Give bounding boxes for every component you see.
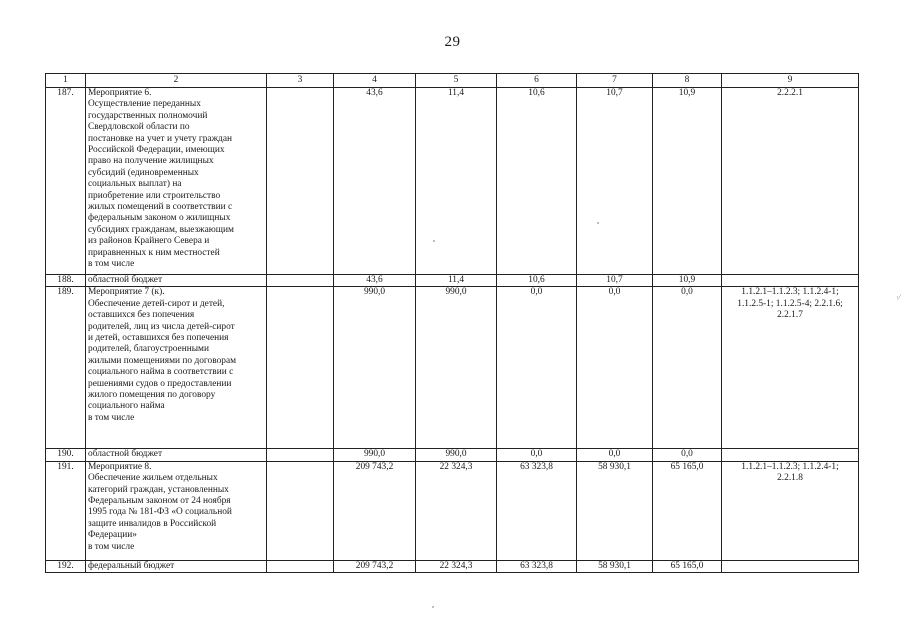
description-line: родителей, лиц из числа детей-сирот (88, 321, 235, 332)
description-line: защите инвалидов в Российской (88, 518, 217, 529)
cell-col6: 63 323,8 (497, 461, 577, 560)
description-line: и детей, оставшихся без попечения (88, 333, 229, 344)
description-line: право на получение жилищных (88, 156, 214, 167)
row-description (86, 461, 267, 560)
description-line: жилыми помещениями по договорам (88, 355, 237, 366)
cell-col4: 990,0 (334, 449, 416, 461)
header-row (46, 74, 859, 88)
cell-col4: 209 743,2 (334, 560, 416, 572)
description-line: жилого помещения по договору (88, 390, 216, 401)
description-line: 1995 года № 181-ФЗ «О социальной (88, 507, 232, 518)
description-line: социального найма (88, 401, 165, 412)
margin-mark: ·⁄ (896, 293, 900, 302)
row-target-refs (722, 287, 859, 449)
cell-col6: 63 323,8 (497, 560, 577, 572)
cell-col6: 0,0 (497, 449, 577, 461)
description-line: субсидиях гражданам, выезжающим (88, 224, 234, 235)
cell-col4: 209 743,2 (334, 461, 416, 560)
scan-speck (597, 222, 599, 224)
cell-col5: 22 324,3 (416, 461, 497, 560)
description-line: Мероприятие 6. (88, 88, 152, 98)
description-line: Российской Федерации, имеющих (88, 145, 225, 156)
row-description (86, 275, 267, 287)
cell-col3 (267, 287, 334, 449)
description-line: федеральным законом о жилищных (88, 213, 231, 224)
cell-col3 (267, 449, 334, 461)
description-line: жилых помещений в соответствии с (88, 202, 233, 213)
description-line: из районов Крайнего Севера и (88, 236, 210, 247)
description-line: областной бюджет (88, 449, 163, 460)
description-line: федеральный бюджет (88, 560, 175, 571)
row-description (86, 560, 267, 572)
cell-col7: 0,0 (577, 287, 653, 449)
row-target-refs (722, 449, 859, 461)
description-line: приравненных к ним местностей (88, 247, 220, 258)
cell-col8: 10,9 (653, 88, 722, 275)
table-row (46, 461, 859, 560)
table-row (46, 449, 859, 461)
col-header-7: 7 (577, 74, 653, 88)
row-target-refs (722, 461, 859, 560)
description-line: в том числе (88, 541, 135, 552)
page-number: 29 (444, 34, 461, 50)
row-number: 188. (46, 275, 86, 287)
description-line: Мероприятие 8. (88, 461, 152, 472)
description-line: в том числе (88, 412, 135, 423)
cell-col7: 58 930,1 (577, 560, 653, 572)
target-ref-line: 2.2.1.7 (777, 310, 803, 321)
description-line: социальных выплат) на (88, 179, 182, 190)
table-row (46, 560, 859, 572)
row-number: 192. (46, 560, 86, 572)
col-header-4: 4 (334, 74, 416, 88)
description-line: субсидий (единовременных (88, 167, 199, 178)
description-line: Свердловской области по (88, 122, 190, 133)
program-table (45, 73, 859, 573)
row-description (86, 287, 267, 449)
row-number: 187. (46, 88, 86, 275)
scan-speck (433, 240, 435, 242)
target-ref-line: 1.1.2.1–1.1.2.3; 1.1.2.4-1; (741, 461, 839, 472)
target-ref-line: 1.1.2.1–1.1.2.3; 1.1.2.4-1; (741, 287, 839, 298)
cell-col3 (267, 560, 334, 572)
description-line: государственных полномочий (88, 110, 208, 121)
description-line: в том числе (88, 259, 135, 270)
description-line: Федеральным законом от 24 ноября (88, 496, 231, 507)
description-line: приобретение или строительство (88, 190, 221, 201)
description-line: родителей, благоустроенными (88, 344, 210, 355)
cell-col5: 11,4 (416, 88, 497, 275)
cell-col8: 0,0 (653, 449, 722, 461)
table-row (46, 88, 859, 275)
cell-col4: 43,6 (334, 88, 416, 275)
cell-col5: 990,0 (416, 287, 497, 449)
cell-col8: 10,9 (653, 275, 722, 287)
description-line: оставшихся без попечения (88, 310, 195, 321)
cell-col3 (267, 461, 334, 560)
col-header-9: 9 (722, 74, 859, 88)
col-header-2: 2 (86, 74, 267, 88)
cell-col5: 990,0 (416, 449, 497, 461)
target-ref-line: 1.1.2.5-1; 1.1.2.5-4; 2.2.1.6; (737, 298, 843, 309)
cell-col6: 10,6 (497, 275, 577, 287)
row-target-refs (722, 275, 859, 287)
row-description (86, 88, 267, 275)
row-target-refs (722, 560, 859, 572)
row-number: 191. (46, 461, 86, 560)
row-target-refs (722, 88, 859, 275)
target-ref-line: 2.2.1.8 (777, 473, 803, 484)
col-header-1: 1 (46, 74, 86, 88)
cell-col8: 65 165,0 (653, 461, 722, 560)
cell-col5: 11,4 (416, 275, 497, 287)
scan-speck (432, 606, 434, 608)
col-header-6: 6 (497, 74, 577, 88)
cell-col3 (267, 88, 334, 275)
description-line: Обеспечение детей-сирот и детей, (88, 298, 225, 309)
cell-col4: 43,6 (334, 275, 416, 287)
row-description (86, 449, 267, 461)
table-row (46, 287, 859, 449)
cell-col6: 10,6 (497, 88, 577, 275)
cell-col8: 65 165,0 (653, 560, 722, 572)
cell-col7: 0,0 (577, 449, 653, 461)
description-line: Мероприятие 7 (к). (88, 287, 165, 298)
col-header-8: 8 (653, 74, 722, 88)
cell-col5: 22 324,3 (416, 560, 497, 572)
target-ref-line: 2.2.2.1 (777, 88, 803, 98)
description-line: областной бюджет (88, 275, 163, 285)
description-line: Осуществление переданных (88, 99, 201, 110)
col-header-3: 3 (267, 74, 334, 88)
description-line: категорий граждан, установленных (88, 484, 229, 495)
description-line: социального найма в соответствии с (88, 367, 234, 378)
description-line: Федерации» (88, 530, 137, 541)
cell-col8: 0,0 (653, 287, 722, 449)
description-line: Обеспечение жильем отдельных (88, 473, 218, 484)
col-header-5: 5 (416, 74, 497, 88)
cell-col7: 10,7 (577, 275, 653, 287)
cell-col6: 0,0 (497, 287, 577, 449)
description-line: постановке на учет и учету граждан (88, 133, 233, 144)
table-row (46, 275, 859, 287)
cell-col7: 10,7 (577, 88, 653, 275)
table-body (46, 88, 859, 573)
cell-col7: 58 930,1 (577, 461, 653, 560)
row-number: 190. (46, 449, 86, 461)
cell-col3 (267, 275, 334, 287)
cell-col4: 990,0 (334, 287, 416, 449)
description-line: решениями судов о предоставлении (88, 378, 232, 389)
row-number: 189. (46, 287, 86, 449)
